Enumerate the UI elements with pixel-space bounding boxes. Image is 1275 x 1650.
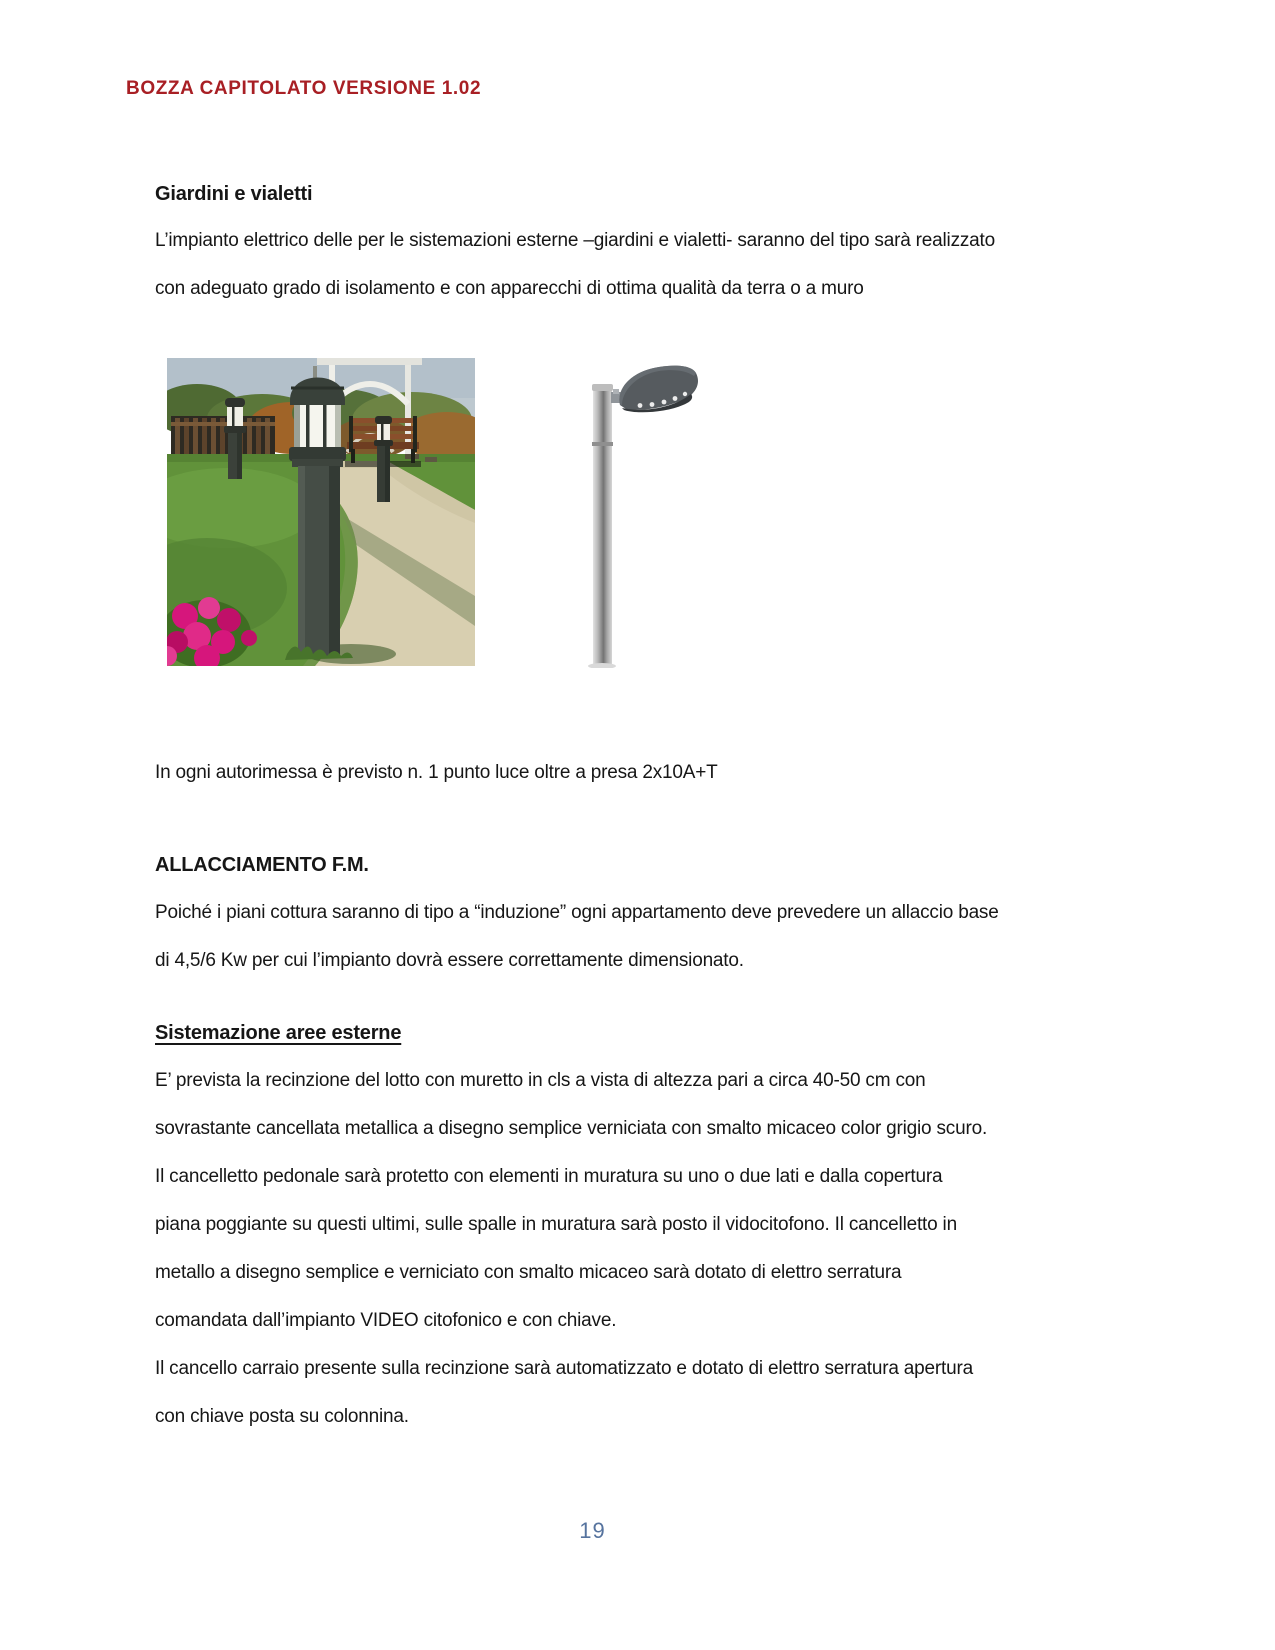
paragraph-line: di 4,5/6 Kw per cui l’impianto dovrà essere correttamente dimensionato.: [155, 950, 744, 971]
autorimessa-line: In ogni autorimessa è previsto n. 1 punto luce oltre a presa 2x10A+T: [155, 762, 718, 783]
paragraph-line: sovrastante cancellata metallica a disegno semplice verniciata con smalto micaceo color grigio scuro.: [155, 1118, 988, 1139]
lamp-head: [619, 366, 698, 413]
paragraph-line: piana poggiante su questi ultimi, sulle spalle in muratura sarà posto il vidocitofono. Il cancelletto in: [155, 1214, 957, 1235]
paragraph-line: L’impianto elettrico delle per le sistemazioni esterne –giardini e vialetti- saranno del tipo sarà realizzato: [155, 230, 995, 251]
sistemazione-heading: Sistemazione aree esterne: [155, 1022, 402, 1044]
allacciamento-heading: ALLACCIAMENTO F.M.: [155, 854, 369, 876]
giardini-heading: Giardini e vialetti: [155, 183, 313, 205]
paragraph-line: comandata dall’impianto VIDEO citofonico e con chiave.: [155, 1310, 617, 1331]
pole-light-image: [556, 358, 701, 668]
page-number: 19: [579, 1518, 606, 1543]
paragraph-line: con chiave posta su colonnina.: [155, 1406, 409, 1427]
garden-photo-image: [167, 358, 475, 666]
paragraph-line: Il cancello carraio presente sulla recinzione sarà automatizzato e dotato di elettro serratura apertura: [155, 1358, 973, 1379]
paragraph-line: Il cancelletto pedonale sarà protetto con elementi in muratura su uno o due lati e dalla copertura: [155, 1166, 943, 1187]
draft-version-header: BOZZA CAPITOLATO VERSIONE 1.02: [126, 78, 482, 99]
paragraph-line: metallo a disegno semplice e verniciato con smalto micaceo sarà dotato di elettro serratura: [155, 1262, 902, 1283]
paragraph-line: E’ prevista la recinzione del lotto con muretto in cls a vista di altezza pari a circa 40-50 cm con: [155, 1070, 926, 1091]
paragraph-line: Poiché i piani cottura saranno di tipo a “induzione” ogni appartamento deve prevedere un allaccio base: [155, 902, 999, 923]
light-pole: [588, 384, 624, 668]
paragraph-line: con adeguato grado di isolamento e con apparecchi di ottima qualità da terra o a muro: [155, 278, 864, 299]
